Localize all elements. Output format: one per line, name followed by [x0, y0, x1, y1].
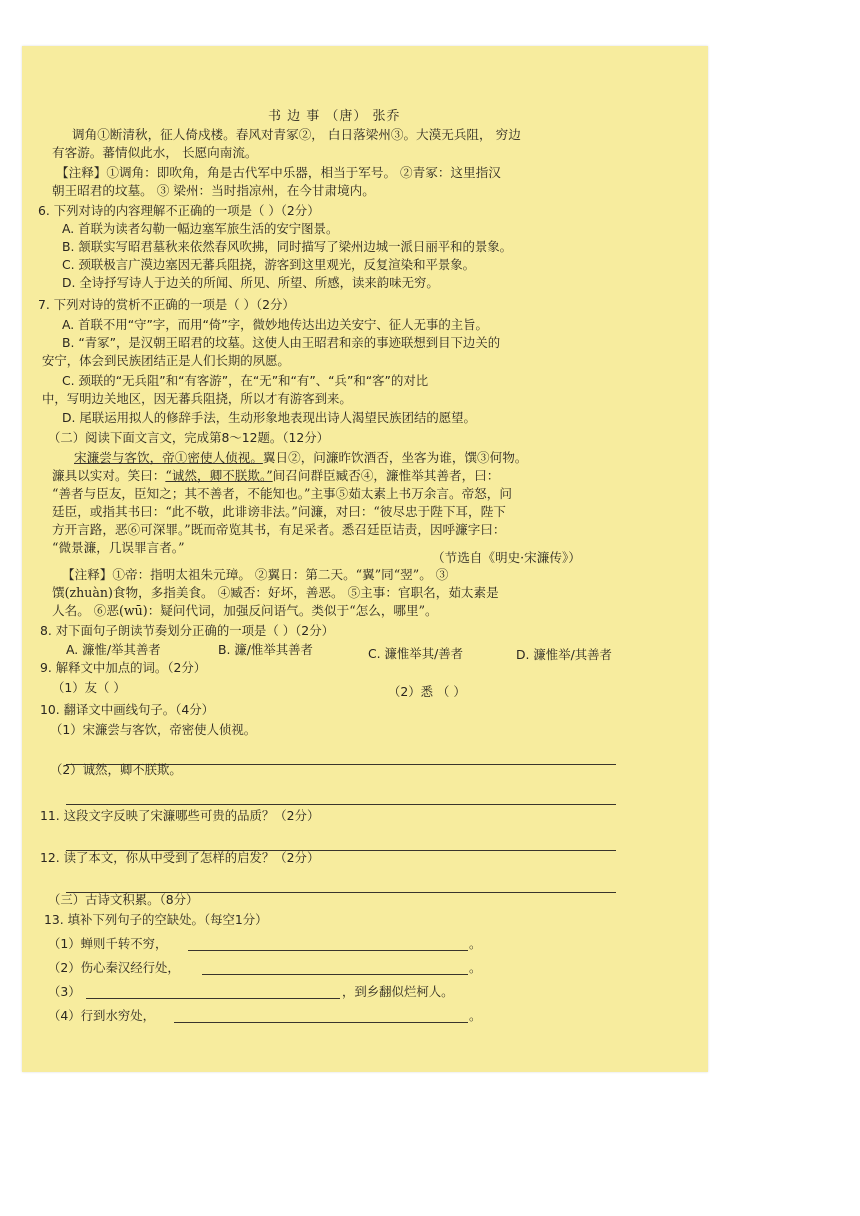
fill-blank-1[interactable] [188, 950, 468, 951]
question-8-option-a: A. 濂惟/举其善者 [66, 642, 161, 657]
fill-period: 。 [469, 1008, 482, 1023]
question-8-option-b: B. 濂/惟举其善者 [218, 642, 313, 657]
poem-line: 有客游。蕃情似此水， 长愿向南流。 [52, 145, 258, 160]
question-7-option-b: B. “青冢”，是汉朝王昭君的坟墓。这使人由王昭君和亲的事迹联想到目下边关的 [62, 335, 501, 350]
passage-note: 【注释】①帝：指明太祖朱元璋。 ②翼日：第二天。“翼”同“翌”。 ③ [62, 567, 449, 582]
fill-line-4-label: （4）行到水穷处， [48, 1008, 156, 1023]
passage-text: 濂具以实对。笑曰： [52, 468, 166, 483]
passage-text: 间召问群臣臧否④，濂惟举其善者，曰： [272, 468, 500, 483]
fill-period: 。 [469, 936, 482, 951]
passage-line: “微景濂，几误罪言者。” [52, 540, 185, 555]
question-10-item-2: （2）诚然，卿不朕欺。 [50, 762, 182, 777]
passage-note: 馔(zhuàn)食物，多指美食。 ④臧否：好坏，善恶。 ⑤主事：官职名，茹太素是 [52, 585, 499, 600]
question-6-option-d: D. 全诗抒写诗人于边关的所闻、所见、所望、所感，读来韵味无穷。 [62, 275, 439, 290]
passage-source: （节选自《明史·宋濂传》） [432, 550, 581, 565]
poem-title: 书 边 事 （唐） 张乔 [268, 109, 401, 124]
question-7-option-b-cont: 安宁，体会到民族团结正是人们长期的夙愿。 [42, 353, 290, 368]
question-10-stem: 10. 翻译文中画线句子。（4分） [40, 702, 215, 717]
fill-line-1-label: （1）蝉则千转不穷， [48, 936, 168, 951]
question-7-option-c-cont: 中，写明边关地区，因无蕃兵阻挠，所以才有游客到来。 [42, 391, 352, 406]
question-7-option-a: A. 首联不用“守”字，而用“倚”字，微妙地传达出边关安宁、征人无事的主旨。 [62, 317, 488, 332]
question-12-stem: 12. 读了本文，你从中受到了怎样的启发？（2分） [40, 850, 320, 865]
passage-text: 翼日②，问濂昨饮酒否，坐客为谁，馔③何物。 [262, 450, 528, 465]
question-8-option-c: C. 濂惟举其/善者 [368, 646, 464, 661]
poem-note: 朝王昭君的坟墓。 ③ 梁州：当时指凉州，在今甘肃境内。 [52, 183, 375, 198]
question-6-stem: 6. 下列对诗的内容理解不正确的一项是（ ）（2分） [38, 203, 320, 218]
fill-line-3-text: ，到乡翻似烂柯人。 [342, 984, 454, 999]
fill-blank-4[interactable] [174, 1022, 468, 1023]
fill-period: 。 [469, 960, 482, 975]
question-6-option-a: A. 首联为读者勾勒一幅边塞军旅生活的安宁图景。 [62, 221, 339, 236]
question-8-option-d: D. 濂惟举/其善者 [516, 647, 612, 662]
section-2-heading: （二）阅读下面文言文，完成第8～12题。（12分） [48, 430, 330, 445]
question-7-option-d: D. 尾联运用拟人的修辞手法，生动形象地表现出诗人渴望民族团结的愿望。 [62, 410, 476, 425]
passage-note: 人名。 ⑥恶(wū)：疑问代词，加强反问语气。类似于“怎么，哪里”。 [52, 603, 438, 618]
exam-sheet [22, 46, 708, 1072]
fill-blank-3[interactable] [86, 998, 340, 999]
passage-line: “善者与臣友，臣知之；其不善者，不能知也。”主事⑤茹太素上书万余言。帝怒，问 [52, 486, 512, 501]
passage-line [74, 450, 527, 466]
fill-blank-2[interactable] [202, 974, 468, 975]
section-3-heading: （三）古诗文积累。（8分） [48, 892, 199, 907]
question-9-item-2: （2）悉 （ ） [388, 684, 466, 699]
passage-underlined-sentence: 宋濂尝与客饮，帝①密使人侦视。 [74, 450, 263, 465]
question-7-option-c: C. 颈联的“无兵阻”和“有客游”，在“无”和“有”、“兵”和“客”的对比 [62, 373, 429, 388]
poem-line: 调角①断清秋，征人倚戍楼。春风对青冢②， 白日落梁州③。大漠无兵阻， 穷边 [72, 127, 521, 142]
question-7-stem: 7. 下列对诗的赏析不正确的一项是（ ）（2分） [38, 297, 295, 312]
passage-line: 方开言路，恶⑥可深罪。”既而帝览其书，有足采者。悉召廷臣诘责，因呼濂字曰： [52, 522, 506, 537]
fill-line-3-label: （3） [48, 984, 81, 999]
question-10-item-1: （1）宋濂尝与客饮，帝密使人侦视。 [50, 722, 257, 737]
question-6-option-c: C. 颈联极言广漠边塞因无蕃兵阻挠，游客到这里观光，反复渲染和平景象。 [62, 257, 476, 272]
question-9-item-1: （1）友（ ） [52, 680, 126, 695]
passage-line [52, 468, 499, 484]
question-8-stem: 8. 对下面句子朗读节奏划分正确的一项是（ ）（2分） [40, 623, 334, 638]
question-6-option-b: B. 颔联实写昭君墓秋来依然春风吹拂，同时描写了梁州边城一派日丽平和的景象。 [62, 239, 513, 254]
question-11-stem: 11. 这段文字反映了宋濂哪些可贵的品质？（2分） [40, 808, 320, 823]
fill-line-2-label: （2）伤心秦汉经行处， [48, 960, 180, 975]
passage-line: 廷臣，或指其书曰：“此不敬，此诽谤非法。”问濂，对曰：“彼尽忠于陛下耳，陛下 [52, 504, 506, 519]
passage-underlined-sentence: “诚然，卿不朕欺。” [165, 468, 273, 483]
poem-note: 【注释】①调角：即吹角，角是古代军中乐器，相当于军号。 ②青冢：这里指汉 [56, 165, 501, 180]
answer-line[interactable] [66, 804, 616, 805]
question-9-stem: 9. 解释文中加点的词。（2分） [40, 660, 207, 675]
question-13-stem: 13. 填补下列句子的空缺处。（每空1分） [44, 912, 268, 927]
